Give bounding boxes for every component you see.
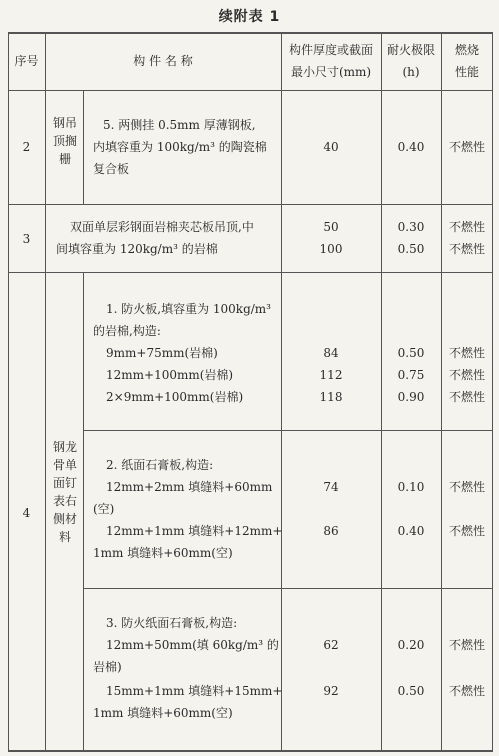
- row4-sub2-combust-1: 不燃性: [448, 480, 485, 494]
- row4-sub2-fire-2: 0.40: [397, 524, 425, 538]
- row2-desc-3: 复合板: [93, 162, 130, 176]
- row3-combust-2: 不燃性: [448, 242, 485, 256]
- row4-sub2-thickness-2: 86: [323, 524, 339, 538]
- col-divider-category-row2: [83, 90, 84, 204]
- row4-sub3-item2-line2: 1mm 填缝料+60mm(空): [93, 706, 233, 720]
- header-component: 构 件 名 称: [133, 54, 193, 68]
- row2-seq: 2: [22, 140, 31, 154]
- row4-sub1-combust-2: 不燃性: [448, 368, 485, 382]
- row3-combust-1: 不燃性: [448, 220, 485, 234]
- row4-sub3-thickness-2: 92: [323, 684, 339, 698]
- row3-desc-1: 双面单层彩钢面岩棉夹芯板吊顶,中: [70, 220, 254, 234]
- row3-seq: 3: [22, 232, 31, 246]
- row4-sub3-desc-1: 3. 防火纸面石膏板,构造:: [106, 616, 238, 630]
- row4-sub2-divider: [83, 588, 493, 589]
- header-thickness-1: 构件厚度或截面: [288, 43, 373, 57]
- row4-sub3-fire-1: 0.20: [397, 638, 425, 652]
- row2-combust: 不燃性: [448, 140, 485, 154]
- row4-sub1-divider: [83, 430, 493, 431]
- row4-seq: 4: [22, 506, 31, 520]
- header-fire-1: 耐火极限: [386, 43, 435, 57]
- row4-sub1-fire-1: 0.50: [397, 346, 425, 360]
- fire-resistance-table: [8, 32, 493, 752]
- row4-sub1-desc-2: 的岩棉,构造:: [93, 324, 161, 338]
- header-seq: 序号: [14, 54, 39, 68]
- row2-fire: 0.40: [397, 140, 425, 154]
- row2-desc-1: 5. 两侧挂 0.5mm 厚薄钢板,: [103, 118, 256, 132]
- row2-category: 钢吊顶搁栅: [53, 116, 78, 166]
- header-combust-2: 性能: [454, 65, 479, 79]
- row4-sub1-thickness-1: 84: [323, 346, 339, 360]
- row4-sub1-thickness-2: 112: [319, 368, 343, 382]
- row3-divider: [8, 272, 493, 273]
- row2-divider: [8, 204, 493, 205]
- row3-fire-2: 0.50: [397, 242, 425, 256]
- row4-sub2-fire-1: 0.10: [397, 480, 425, 494]
- header-thickness-2: 最小尺寸(mm): [290, 65, 372, 79]
- row3-thickness-2: 100: [319, 242, 343, 256]
- row3-desc-2: 间填容重为 120kg/m³ 的岩棉: [56, 242, 218, 256]
- row4-sub1-item3: 2×9mm+100mm(岩棉): [106, 390, 244, 404]
- row4-sub2-item1-line1: 12mm+2mm 填缝料+60mm: [106, 480, 273, 494]
- row4-sub1-item1: 9mm+75mm(岩棉): [106, 346, 218, 360]
- row2-thickness: 40: [323, 140, 339, 154]
- row4-sub3-combust-2: 不燃性: [448, 684, 485, 698]
- row4-sub2-desc-1: 2. 纸面石膏板,构造:: [106, 458, 214, 472]
- row4-sub2-combust-2: 不燃性: [448, 524, 485, 538]
- row4-sub1-item2: 12mm+100mm(岩棉): [106, 368, 234, 382]
- row4-sub1-combust-3: 不燃性: [448, 390, 485, 404]
- row4-sub2-item2-line2: 1mm 填缝料+60mm(空): [93, 546, 233, 560]
- row4-sub2-thickness-1: 74: [323, 480, 339, 494]
- row4-sub1-thickness-3: 118: [319, 390, 343, 404]
- row3-thickness-1: 50: [323, 220, 339, 234]
- col-divider-category-row4: [83, 272, 84, 752]
- row4-sub2-item2-line1: 12mm+1mm 填缝料+12mm+: [106, 524, 283, 538]
- row4-sub3-fire-2: 0.50: [397, 684, 425, 698]
- row4-sub3-combust-1: 不燃性: [448, 638, 485, 652]
- row2-desc-2: 内填容重为 100kg/m³ 的陶瓷棉: [93, 140, 267, 154]
- row4-sub3-thickness-1: 62: [323, 638, 339, 652]
- row4-category: 钢龙骨单面钉表右侧材料: [53, 440, 78, 544]
- table-top-border: [8, 32, 493, 34]
- row4-sub1-combust-1: 不燃性: [448, 346, 485, 360]
- row4-sub2-item1-line2: (空): [93, 502, 115, 516]
- row4-sub1-fire-3: 0.90: [397, 390, 425, 404]
- table-bottom-border: [8, 750, 493, 752]
- header-divider: [8, 90, 493, 91]
- row4-sub1-desc-1: 1. 防火板,填容重为 100kg/m³: [106, 302, 271, 316]
- col-divider-seq: [45, 32, 46, 752]
- row3-fire-1: 0.30: [397, 220, 425, 234]
- header-fire-2: (h): [402, 65, 420, 79]
- row4-sub3-item1-line2: 岩棉): [93, 660, 122, 674]
- header-combust-1: 燃烧: [454, 43, 479, 57]
- table-title: 续附表 1: [218, 9, 281, 25]
- row4-sub1-fire-2: 0.75: [397, 368, 425, 382]
- row4-sub3-item2-line1: 15mm+1mm 填缝料+15mm+: [106, 684, 283, 698]
- row4-sub3-item1-line1: 12mm+50mm(填 60kg/m³ 的: [106, 638, 279, 652]
